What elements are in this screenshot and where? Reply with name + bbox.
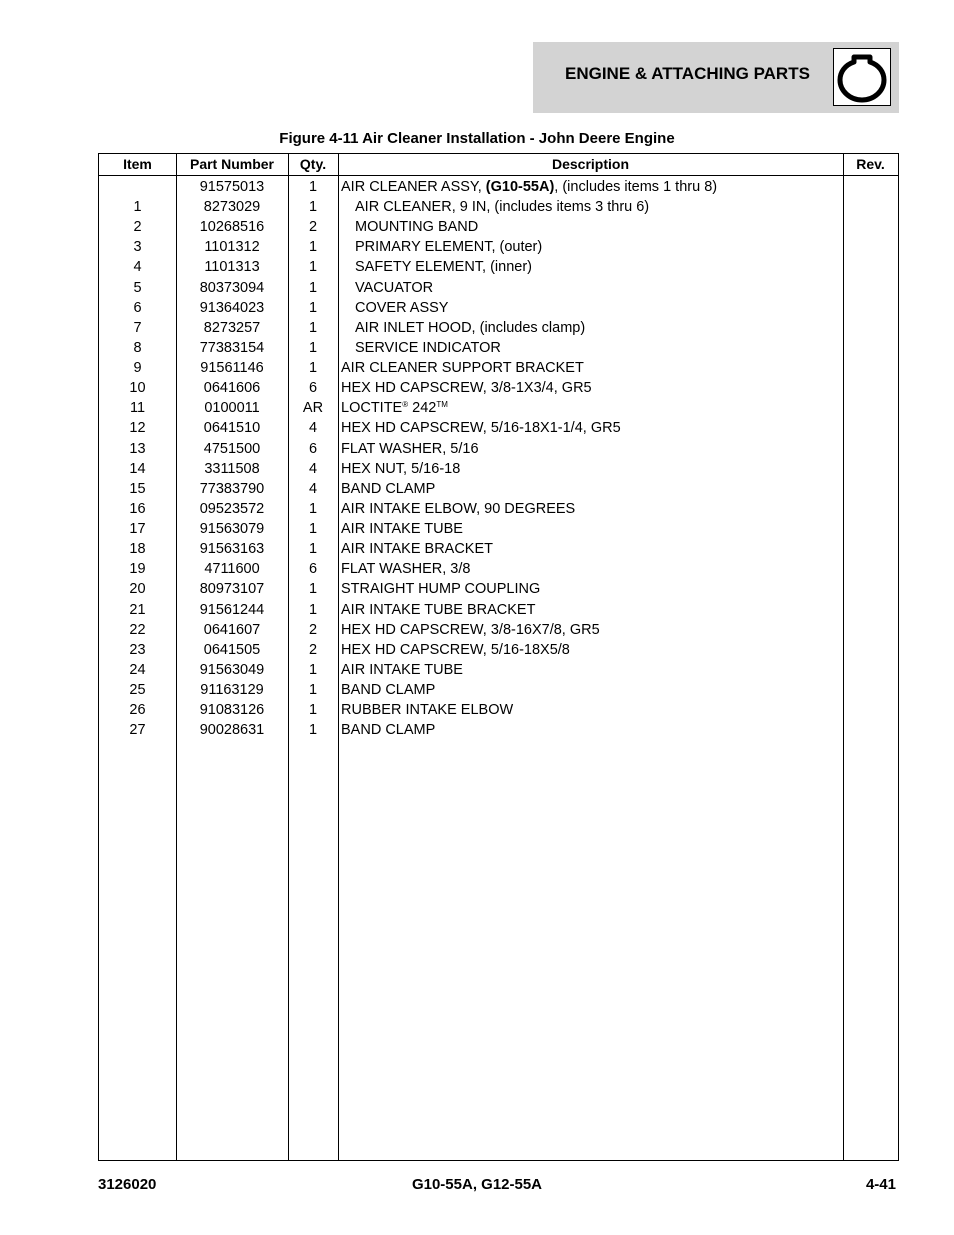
description-text: HEX HD CAPSCREW, 3/8-16X7/8, GR5 — [341, 621, 600, 638]
part-number: 91561146 — [200, 360, 264, 377]
description — [341, 660, 463, 680]
part-number: 4751500 — [203, 440, 261, 457]
description — [341, 459, 460, 479]
table-row — [99, 338, 898, 358]
trademark-mark: TM — [436, 400, 448, 410]
column-header-description: Description — [551, 156, 629, 172]
part-number: 91563079 — [199, 521, 265, 538]
quantity: 1 — [308, 299, 318, 316]
header-divider — [99, 175, 898, 176]
part-number: 4711600 — [204, 561, 260, 578]
table-row — [99, 177, 898, 197]
description — [341, 640, 570, 660]
item-number: 9 — [133, 360, 142, 377]
quantity: 1 — [308, 319, 318, 336]
description-text: FLAT WASHER, 3/8 — [341, 561, 471, 578]
quantity: 1 — [308, 339, 318, 356]
quantity: 1 — [308, 581, 318, 598]
table-row — [99, 579, 898, 599]
quantity: 1 — [308, 239, 318, 256]
table-row — [99, 559, 898, 579]
quantity: 2 — [308, 219, 318, 236]
part-number: 91364023 — [199, 299, 265, 316]
table-row — [99, 257, 898, 277]
part-number: 8273029 — [203, 199, 261, 216]
quantity: 1 — [308, 601, 318, 618]
table-row — [99, 539, 898, 559]
table-row — [99, 298, 898, 318]
description-text: BAND CLAMP — [341, 480, 436, 497]
registered-mark: ® — [402, 400, 409, 410]
description-text: BAND CLAMP — [341, 682, 436, 698]
quantity: 4 — [308, 480, 318, 497]
part-number: 91563163 — [199, 541, 265, 558]
description-text: MOUNTING BAND — [355, 219, 479, 236]
quantity: 1 — [308, 279, 318, 296]
item-number: 24 — [129, 661, 146, 678]
part-number: 91083126 — [199, 702, 265, 719]
description-text: RUBBER INTAKE ELBOW — [341, 702, 514, 719]
description-text: HEX NUT, 5/16-18 — [341, 460, 461, 477]
description-text: BAND CLAMP — [341, 722, 436, 739]
item-number: 19 — [129, 561, 146, 578]
description — [341, 479, 435, 499]
description — [341, 378, 592, 398]
description — [341, 539, 493, 559]
table-row — [99, 217, 898, 237]
part-number: 90028631 — [199, 722, 265, 739]
quantity: 1 — [308, 722, 318, 739]
table-row — [99, 700, 898, 720]
description — [341, 439, 479, 459]
model-numbers: G10-55A, G12-55A — [411, 1176, 543, 1193]
description — [341, 620, 600, 640]
part-number: 80973107 — [199, 581, 265, 598]
part-number: 3311508 — [204, 460, 260, 477]
description-text: SAFETY ELEMENT, (inner) — [355, 259, 533, 276]
table-row — [99, 398, 898, 418]
table-row — [99, 499, 898, 519]
quantity: 1 — [308, 661, 318, 678]
quantity: 1 — [308, 702, 318, 719]
part-number: 1101312 — [204, 239, 260, 256]
description — [355, 257, 532, 277]
description — [355, 197, 649, 217]
item-number: 3 — [133, 239, 142, 256]
part-number: 77383154 — [199, 339, 265, 356]
part-number: 91563049 — [199, 661, 265, 678]
column-header-rev: Rev. — [856, 156, 885, 172]
table-row — [99, 418, 898, 438]
item-number: 10 — [129, 380, 146, 397]
item-number: 22 — [129, 621, 146, 638]
table-row — [99, 479, 898, 499]
item-number: 2 — [133, 219, 142, 236]
part-number: 91163129 — [200, 682, 264, 698]
table-row — [99, 278, 898, 298]
item-number: 11 — [129, 400, 146, 417]
part-number: 77383790 — [199, 480, 265, 497]
description — [341, 499, 575, 519]
parts-table — [98, 153, 899, 1161]
description — [341, 358, 584, 378]
engine-icon — [833, 48, 891, 106]
part-number: 10268516 — [199, 219, 265, 236]
description — [341, 700, 513, 720]
quantity: 6 — [308, 440, 318, 457]
table-row — [99, 720, 898, 740]
table-row — [99, 680, 898, 700]
part-number: 91575013 — [199, 179, 265, 195]
column-header-qty: Qty. — [299, 156, 327, 172]
column-header-item: Item — [123, 156, 152, 172]
quantity: 4 — [308, 460, 318, 477]
quantity: 1 — [308, 360, 318, 377]
item-number: 6 — [133, 299, 142, 316]
description-text: HEX HD CAPSCREW, 5/16-18X5/8 — [341, 641, 570, 658]
part-number: 0641510 — [203, 420, 261, 437]
description-suffix: , (includes items 1 thru 8) — [554, 179, 718, 195]
description — [355, 278, 433, 298]
description-suffix: 242 — [408, 400, 437, 417]
description — [341, 519, 463, 539]
quantity: 6 — [308, 561, 318, 578]
part-number: 09523572 — [199, 500, 265, 517]
part-number: 1101313 — [204, 259, 260, 276]
item-number: 16 — [129, 500, 146, 517]
section-title: ENGINE & ATTACHING PARTS — [565, 64, 810, 83]
description-text: AIR INTAKE TUBE — [341, 521, 463, 538]
quantity: 1 — [308, 500, 318, 517]
description-text: FLAT WASHER, 5/16 — [341, 440, 479, 457]
item-number: 12 — [129, 420, 146, 437]
item-number: 8 — [133, 339, 142, 356]
description — [341, 579, 540, 599]
description — [341, 600, 535, 620]
item-number: 25 — [129, 682, 146, 698]
description-text: AIR CLEANER SUPPORT BRACKET — [341, 360, 584, 377]
description-text: HEX HD CAPSCREW, 5/16-18X1-1/4, GR5 — [341, 420, 621, 437]
item-number: 5 — [133, 279, 142, 296]
item-number: 27 — [129, 722, 146, 739]
description-text: AIR INTAKE TUBE BRACKET — [341, 601, 536, 618]
table-row — [99, 378, 898, 398]
table-row — [99, 620, 898, 640]
quantity: 6 — [308, 380, 318, 397]
quantity: AR — [302, 400, 324, 417]
description-text: PRIMARY ELEMENT, (outer) — [355, 239, 543, 256]
description-text: COVER ASSY — [355, 299, 449, 316]
description-text: AIR INLET HOOD, (includes clamp) — [355, 319, 586, 336]
description — [341, 398, 448, 418]
quantity: 2 — [308, 621, 318, 638]
item-number: 7 — [133, 319, 142, 336]
part-number: 8273257 — [203, 319, 261, 336]
table-row — [99, 197, 898, 217]
quantity: 1 — [308, 179, 318, 195]
description-text: STRAIGHT HUMP COUPLING — [341, 581, 541, 598]
description-text: AIR INTAKE ELBOW, 90 DEGREES — [341, 500, 576, 517]
item-number: 17 — [129, 521, 146, 538]
quantity: 1 — [308, 199, 318, 216]
item-number: 23 — [129, 641, 146, 658]
model-reference: (G10-55A) — [485, 179, 555, 195]
item-number: 21 — [129, 601, 146, 618]
table-row — [99, 459, 898, 479]
quantity: 2 — [308, 641, 318, 658]
description-text: AIR CLEANER, 9 IN, (includes items 3 thru 6) — [355, 199, 650, 216]
column-header-part-number: Part Number — [189, 156, 275, 172]
quantity: 1 — [308, 682, 318, 698]
description-text: SERVICE INDICATOR — [355, 339, 501, 356]
table-row — [99, 640, 898, 660]
table-row — [99, 237, 898, 257]
item-number: 13 — [129, 440, 146, 457]
quantity: 1 — [308, 541, 318, 558]
part-number: 80373094 — [199, 279, 265, 296]
description — [341, 418, 621, 438]
table-row — [99, 519, 898, 539]
quantity: 1 — [308, 521, 318, 538]
description — [355, 298, 448, 318]
description-text: AIR CLEANER ASSY, — [341, 179, 486, 195]
description — [341, 680, 435, 700]
description — [355, 318, 585, 338]
part-number: 0100011 — [204, 400, 260, 417]
table-row — [99, 318, 898, 338]
description — [355, 237, 542, 257]
description-text: VACUATOR — [355, 279, 434, 296]
description-text: AIR INTAKE TUBE — [341, 661, 463, 678]
item-number: 26 — [129, 702, 146, 719]
item-number: 20 — [129, 581, 146, 598]
table-row — [99, 439, 898, 459]
description-text: HEX HD CAPSCREW, 3/8-1X3/4, GR5 — [341, 380, 592, 397]
table-row — [99, 358, 898, 378]
description — [341, 720, 435, 740]
description — [341, 177, 717, 197]
description — [355, 338, 501, 358]
quantity: 4 — [308, 420, 318, 437]
part-number: 0641606 — [203, 380, 261, 397]
description-text: LOCTITE — [341, 400, 403, 417]
quantity: 1 — [308, 259, 318, 276]
item-number: 14 — [129, 460, 146, 477]
description — [341, 559, 470, 579]
page-number: 4-41 — [865, 1176, 896, 1193]
item-number: 18 — [129, 541, 146, 558]
part-number: 0641607 — [203, 621, 261, 638]
figure-title: Figure 4-11 Air Cleaner Installation - John Deere Engine — [279, 130, 675, 147]
table-row — [99, 660, 898, 680]
table-row — [99, 600, 898, 620]
part-number: 0641505 — [203, 641, 261, 658]
item-number: 15 — [129, 480, 146, 497]
description-text: AIR INTAKE BRACKET — [341, 541, 494, 558]
part-number: 91561244 — [199, 601, 265, 618]
description — [355, 217, 478, 237]
doc-number: 3126020 — [98, 1176, 157, 1193]
item-number: 4 — [133, 259, 142, 276]
item-number: 1 — [133, 199, 142, 216]
